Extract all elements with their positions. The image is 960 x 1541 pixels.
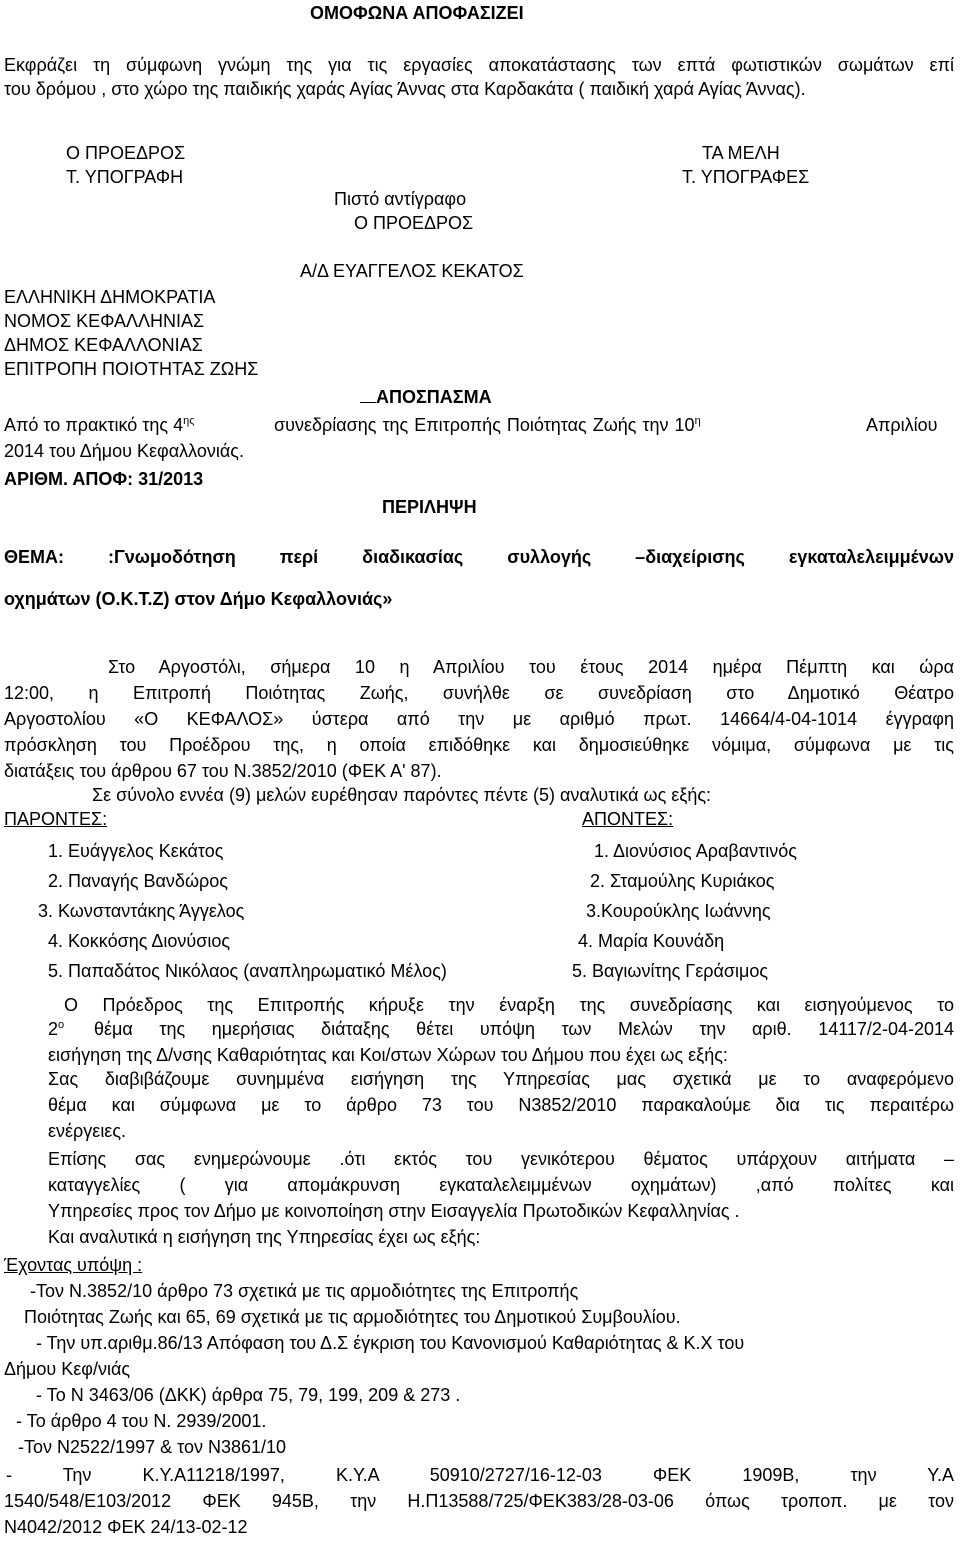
body-line: Σας διαβιβάζουμε συνημμένα εισήγηση της Υπηρεσίας μας σχετικά με το αναφερόμενο (48, 1069, 954, 1089)
regard-item: -Τον Ν2522/1997 & τον Ν3861/10 (18, 1437, 287, 1457)
absent-member: 1. Διονύσιος Αραβαντινός (594, 841, 797, 861)
absent-member: 5. Βαγιωνίτης Γεράσιμος (572, 961, 769, 981)
present-member: 1. Ευάγγελος Κεκάτος (48, 841, 224, 861)
body-line: Επίσης σας ενημερώνουμε .ότι εκτός του γενικότερου θέματος υπάρχουν αιτήματα – (48, 1149, 954, 1169)
header-line: ΕΛΛΗΝΙΚΗ ΔΗΜΟΚΡΑΤΙΑ (4, 287, 216, 307)
regard-item: - Το άρθρο 4 του Ν. 2939/2001. (16, 1411, 267, 1431)
regard-item: Ποιότητας Ζωής και 65, 69 σχετικά με τις αρμοδιότητες του Δημοτικού Συμβουλίου. (24, 1307, 681, 1327)
intro-line: πρόσκληση του Προέδρου της, η οποία επιδόθηκε και δημοσιεύθηκε νόμιμα, σύμφωνα με τις (4, 735, 954, 755)
subject-line: ΘΕΜΑ: :Γνωμοδότηση περί διαδικασίας συλλογής –διαχείρισης εγκαταλελειμμένων (4, 547, 954, 567)
absent-member: 4. Μαρία Κουνάδη (578, 931, 725, 951)
body-line: Ο Πρόεδρος της Επιτροπής κήρυξε την έναρξη της συνεδρίασης και εισηγούμενος το (64, 995, 954, 1015)
minutes-from-sup2: η (694, 415, 701, 427)
body-line: θέμα και σύμφωνα με το άρθρο 73 του Ν3852/2010 παρακαλούμε δια τις περαιτέρω (48, 1095, 954, 1115)
present-member: 5. Παπαδάτος Νικόλαος (αναπληρωματικό Μέλος) (48, 961, 447, 981)
intro-line: Αργοστολίου «Ο ΚΕΦΑΛΟΣ» ύστερα από την με αριθμό πρωτ. 14664/4-04-1014 έγγραφη (4, 709, 954, 729)
regard-item: -Τον Ν.3852/10 άρθρο 73 σχετικά με τις αρμοδιότητες της Επιτροπής (30, 1281, 579, 1301)
present-label: ΠΑΡΟΝΤΕΣ: (4, 809, 108, 829)
present-member: 3. Κωνσταντάκης Άγγελος (38, 901, 245, 921)
ordinal-number: 2 (48, 1019, 59, 1039)
absent-label: ΑΠΟΝΤΕΣ: (582, 809, 674, 829)
excerpt-label: ΑΠΟΣΠΑΣΜΑ (376, 387, 492, 407)
absent-member: 3.Κουρούκλης Ιωάννης (586, 901, 771, 921)
decision-title: ΟΜΟΦΩΝΑ ΑΠΟΦΑΣΙΖΕΙ (310, 3, 524, 23)
subject-line: οχημάτων (Ο.Κ.Τ.Ζ) στον Δήμο Κεφαλλονιάς» (4, 589, 393, 609)
excerpt-title (360, 386, 492, 408)
minutes-from-sup: ης (183, 415, 195, 427)
regard-item: - Την Κ.Υ.Α11218/1997, Κ.Υ.Α 50910/2727/16-12-03 ΦΕΚ 1909Β, την Υ.Α (6, 1465, 954, 1485)
members-label: ΤΑ ΜΕΛΗ (702, 143, 780, 163)
decision-text-line: Εκφράζει τη σύμφωνη γνώμη της για τις εργασίες αποκατάστασης των επτά φωτιστικών σωμάτων επί (4, 55, 954, 75)
body-line: εισήγηση της Δ/νσης Καθαριότητας και Κοι/στων Χώρων του Δήμου που έχει ως εξής: (48, 1045, 728, 1065)
present-member: 2. Παναγής Βανδώρος (48, 871, 228, 891)
regard-item: Δήμου Κεφ/νιάς (4, 1359, 131, 1379)
intro-line: Στο Αργοστόλι, σήμερα 10 η Απριλίου του έτους 2014 ημέρα Πέμπτη και ώρα (108, 657, 954, 677)
header-line: ΝΟΜΟΣ ΚΕΦΑΛΛΗΝΙΑΣ (4, 311, 205, 331)
body-line: θέμα της ημερήσιας διάταξης θέτει υπόψη των Μελών την αριθ. 14117/2-04-2014 (94, 1019, 954, 1039)
having-regard-label: Έχοντας υπόψη : (4, 1255, 143, 1275)
minutes-from-c: Απριλίου (866, 415, 938, 435)
body-line (48, 1018, 64, 1040)
decision-text-line: του δρόμου , στο χώρο της παιδικής χαράς Αγίας Άννας στα Καρδακάτα ( παιδική χαρά Αγίας Άννας). (4, 79, 806, 99)
regard-item: Ν4042/2012 ΦΕΚ 24/13-02-12 (4, 1517, 248, 1537)
present-member: 4. Κοκκόσης Διονύσιος (48, 931, 231, 951)
minutes-line: 2014 του Δήμου Κεφαλλονιάς. (4, 441, 244, 461)
minutes-from-b (274, 414, 701, 436)
intro-line: Σε σύνολο εννέα (9) μελών ευρέθησαν παρόντες πέντε (5) αναλυτικά ως εξής: (92, 785, 712, 805)
president-label: Ο ΠΡΟΕΔΡΟΣ (66, 143, 186, 163)
regard-item: - Το Ν 3463/06 (ΔΚΚ) άρθρα 75, 79, 199, 209 & 273 . (36, 1385, 461, 1405)
members-signature: Τ. ΥΠΟΓΡΑΦΕΣ (682, 167, 810, 187)
header-line: ΔΗΜΟΣ ΚΕΦΑΛΛΟΝΙΑΣ (4, 335, 203, 355)
ordinal-sup: ο (58, 1019, 65, 1031)
body-line: Υπηρεσίες προς τον Δήμο με κοινοποίηση στην Εισαγγελία Πρωτοδικών Κεφαλληνίας . (48, 1201, 740, 1221)
regard-item: - Την υπ.αριθμ.86/13 Απόφαση του Δ.Σ έγκριση του Κανονισμού Καθαριότητας & Κ.Χ του (36, 1333, 745, 1353)
header-line: ΕΠΙΤΡΟΠΗ ΠΟΙΟΤΗΤΑΣ ΖΩΗΣ (4, 359, 259, 379)
body-line: καταγγελίες ( για απομάκρυνση εγκαταλελειμμένων οχημάτων) ,από πολίτες και (48, 1175, 954, 1195)
copy-president-name: Α/Δ ΕΥΑΓΓΕΛΟΣ ΚΕΚΑΤΟΣ (300, 261, 524, 281)
true-copy-label: Πιστό αντίγραφο (334, 189, 467, 209)
intro-line: 12:00, η Επιτροπή Ποιότητας Ζωής, συνήλθε σε συνεδρίαση στο Δημοτικό Θέατρο (4, 683, 954, 703)
body-line: ενέργειες. (48, 1121, 127, 1141)
decision-number: ΑΡΙΘΜ. ΑΠΟΦ: 31/2013 (4, 469, 204, 489)
regard-item: 1540/548/Ε103/2012 ΦΕΚ 945Β, την Η.Π13588/725/ΦΕΚ383/28-03-06 όπως τροποπ. με τον (4, 1491, 954, 1511)
president-signature: Τ. ΥΠΟΓΡΑΦΗ (66, 167, 184, 187)
intro-line: διατάξεις του άρθρου 67 του Ν.3852/2010 (ΦΕΚ Α' 87). (4, 761, 442, 781)
body-line: Και αναλυτικά η εισήγηση της Υπηρεσίας έχει ως εξής: (48, 1227, 481, 1247)
minutes-from-b-text: συνεδρίασης της Επιτροπής Ποιότητας Ζωής την 10 (274, 415, 695, 435)
copy-president-label: Ο ΠΡΟΕΔΡΟΣ (354, 213, 474, 233)
minutes-from-a: Από το πρακτικό της 4 (4, 415, 184, 435)
minutes-from-line (4, 414, 195, 436)
absent-member: 2. Σταμούλης Κυριάκος (590, 871, 775, 891)
summary-title: ΠΕΡΙΛΗΨΗ (382, 497, 477, 517)
